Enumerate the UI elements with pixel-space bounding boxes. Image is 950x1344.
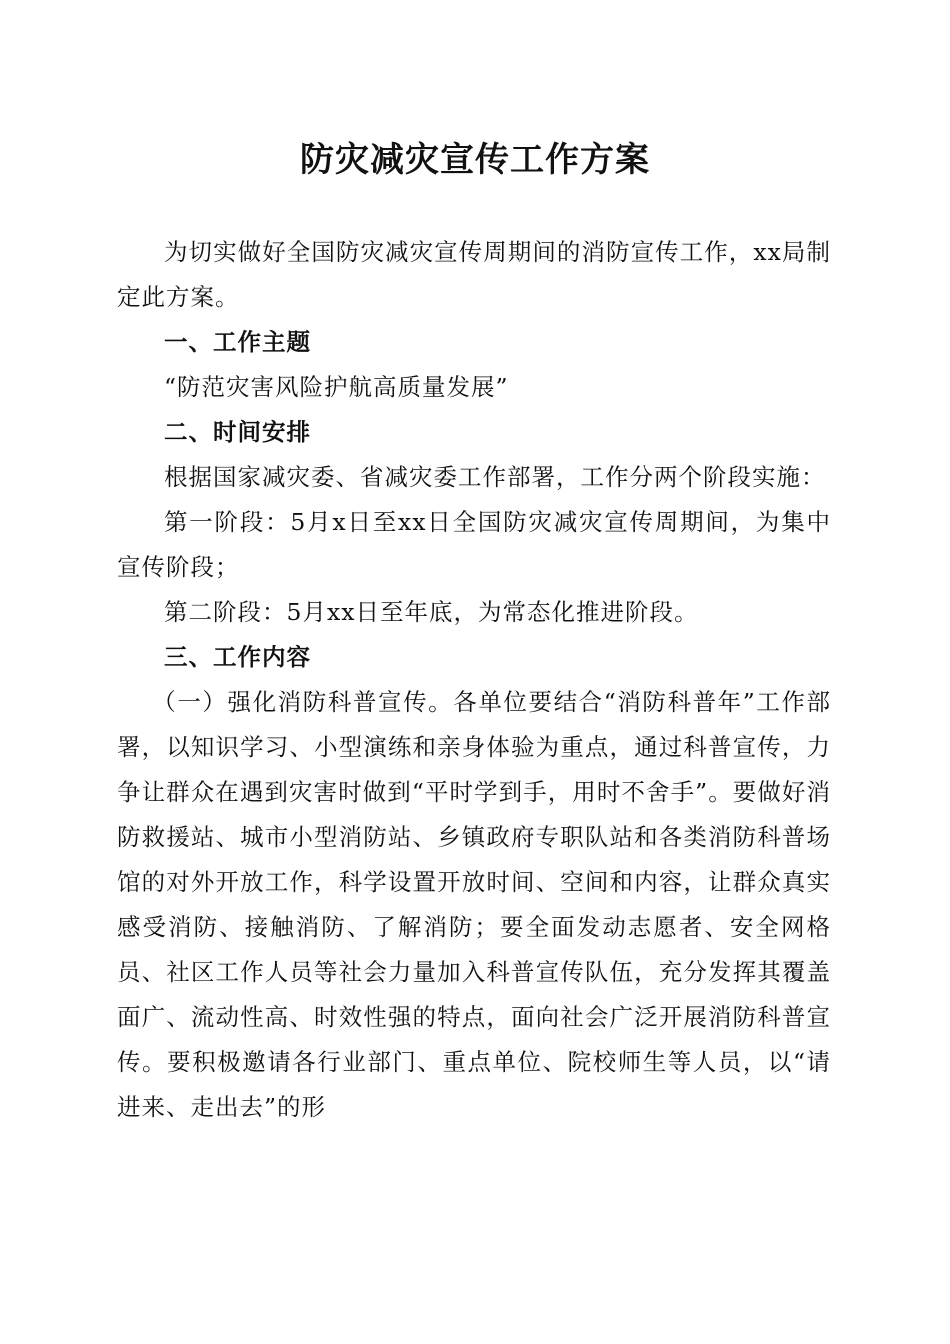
section-heading-schedule: 二、时间安排: [164, 418, 311, 446]
schedule-stage-2: 第二阶段：5月xx日至年底，为常态化推进阶段。: [164, 598, 699, 626]
section-heading-theme: 一、工作主题: [164, 328, 311, 356]
theme-text: “防范灾害风险护航高质量发展”: [164, 373, 509, 401]
content-item-1: （一）强化消防科普宣传。各单位要结合“消防科普年”工作部署，以知识学习、小型演练和亲身体验为重点，通过科普宣传，力争让群众在遇到灾害时做到“平时学到手，用时不舍手”。要做好消防救援站、城市小型消防站、乡镇政府专职队站和各类消防科普场馆的对外开放工作，科学设置开放时间、空间和内容，让群众真实感受消防、接触消防、了解消防；要全面发动志愿者、安全网格员、社区工作人员等社会力量加入科普宣传队伍，充分发挥其覆盖面广、流动性高、时效性强的特点，面向社会广泛开展消防科普宣传。要积极邀请各行业部门、重点单位、院校师生等人员，以“请进来、走出去”的形: [117, 688, 831, 1121]
document-title: 防灾减灾宣传工作方案: [300, 140, 650, 180]
document-body: [117, 230, 831, 1130]
schedule-stage-1: 第一阶段：5月x日至xx日全国防灾减灾宣传周期间，为集中宣传阶段；: [117, 508, 831, 581]
intro-paragraph: 为切实做好全国防灾减灾宣传周期间的消防宣传工作，xx局制定此方案。: [117, 238, 831, 311]
section-heading-content: 三、工作内容: [164, 643, 311, 671]
schedule-lead: 根据国家减灾委、省减灾委工作部署，工作分两个阶段实施：: [164, 463, 826, 491]
